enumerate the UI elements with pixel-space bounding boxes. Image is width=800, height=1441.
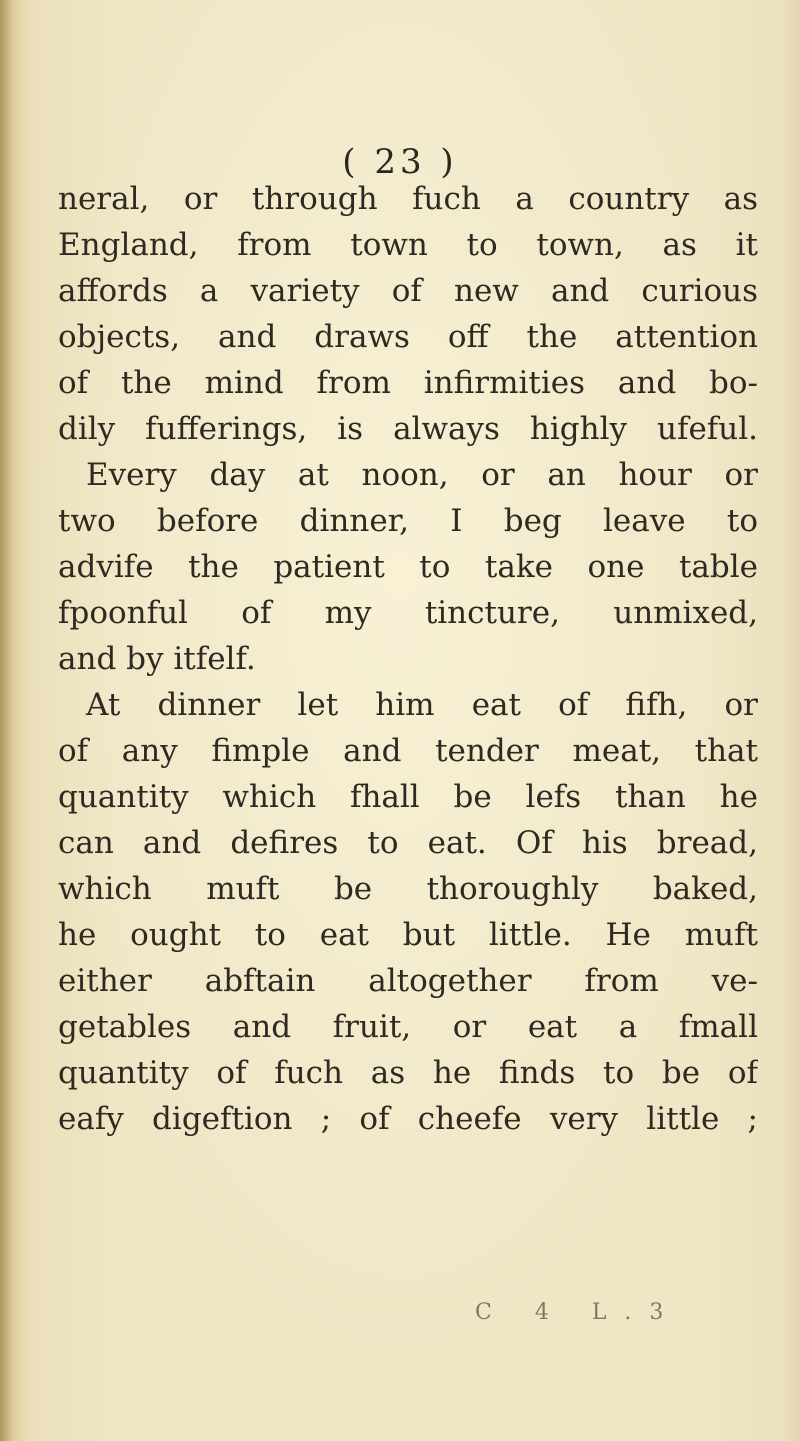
body-text (58, 176, 758, 1142)
text-line: England, from town to town, as it (58, 227, 758, 263)
text-line: fpoonful of my tincture, unmixed, (58, 595, 758, 631)
text-line: At dinner let him eat of fifh, or (86, 687, 758, 723)
signature-mark: C 4 L.3 (475, 1300, 682, 1325)
text-line: of the mind from infirmities and bo- (58, 365, 758, 401)
page-number: ( 23 ) (342, 142, 458, 182)
text-line: two before dinner, I beg leave to (58, 503, 758, 539)
text-line: Every day at noon, or an hour or (86, 457, 758, 493)
text-line: affords a variety of new and curious (58, 273, 758, 309)
text-line: eafy digeftion ; of cheefe very little ; (58, 1101, 758, 1137)
text-line: either abftain altogether from ve- (58, 963, 758, 999)
page-fold-shadow (0, 0, 14, 1441)
text-line: dily fufferings, is always highly ufeful. (58, 411, 758, 447)
text-line: can and defires to eat. Of his bread, (58, 825, 758, 861)
text-line: he ought to eat but little. He muft (58, 917, 758, 953)
text-line: getables and fruit, or eat a fmall (58, 1009, 758, 1045)
text-line: which muft be thoroughly baked, (58, 871, 758, 907)
text-line: and by itfelf. (58, 641, 256, 677)
text-line: neral, or through fuch a country as (58, 181, 758, 217)
text-line: objects, and draws off the attention (58, 319, 758, 355)
text-line: quantity of fuch as he finds to be of (58, 1055, 758, 1091)
text-line: of any fimple and tender meat, that (58, 733, 758, 769)
text-line: quantity which fhall be lefs than he (58, 779, 758, 815)
text-line: advife the patient to take one table (58, 549, 758, 585)
